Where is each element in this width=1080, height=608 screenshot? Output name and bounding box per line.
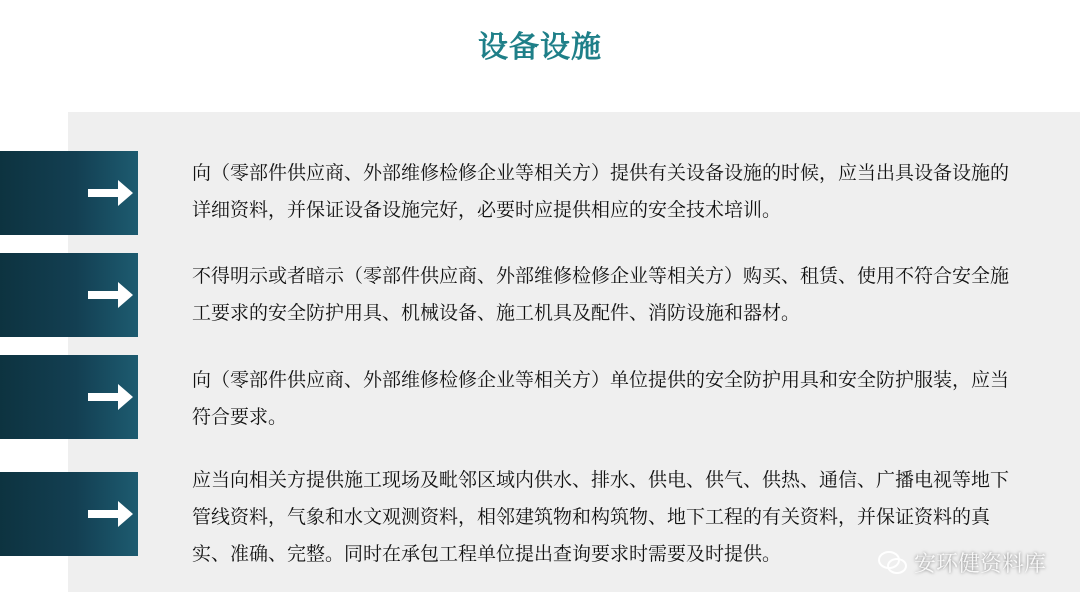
item-1-text: 向（零部件供应商、外部维修检修企业等相关方）提供有关设备设施的时候，应当出具设备设施的详细资料，并保证设备设施完好，必要时应提供相应的安全技术培训。 [192,162,1010,221]
item-3-arrow-bar [0,355,138,439]
right-arrow-icon [88,381,134,413]
right-arrow-icon [88,177,134,209]
right-arrow-icon [88,498,134,530]
item-4-text: 应当向相关方提供施工现场及毗邻区域内供水、排水、供电、供气、供热、通信、广播电视等地下管线资料，气象和水文观测资料，相邻建筑物和构筑物、地下工程的有关资料，并保证资料的真实、准确、完整。同时在承包工程单位提出查询要求时需要及时提供。 [192,469,1010,565]
item-4-arrow-bar [0,472,138,556]
watermark [878,547,1046,578]
item-1-arrow-bar [0,151,138,235]
watermark-text: 安环健资料库 [913,552,1046,577]
item-3-text: 向（零部件供应商、外部维修检修企业等相关方）单位提供的安全防护用具和安全防护服装，应当符合要求。 [192,369,1010,428]
slide-title: 设备设施 [478,30,602,65]
item-2-arrow-bar [0,253,138,337]
wechat-icon [878,550,908,576]
item-2-text: 不得明示或者暗示（零部件供应商、外部维修检修企业等相关方）购买、租赁、使用不符合安全施工要求的安全防护用具、机械设备、施工机具及配件、消防设施和器材。 [192,265,1010,324]
right-arrow-icon [88,279,134,311]
